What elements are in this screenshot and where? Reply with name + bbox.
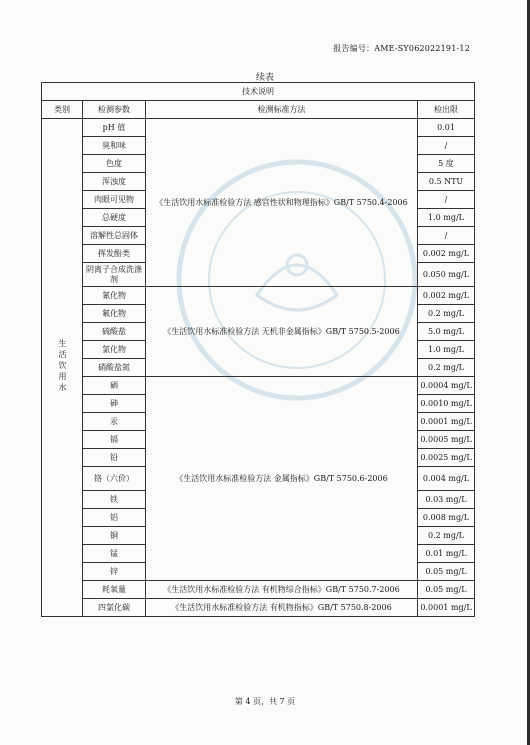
limit-cell: 5 度 (418, 155, 475, 173)
parameter-cell: 总硬度 (83, 209, 146, 227)
limit-cell: 1.0 mg/L (418, 341, 475, 359)
parameter-cell: 硝酸盐氮 (83, 359, 146, 377)
section-title: 技术说明 (42, 83, 475, 101)
limit-cell: / (418, 191, 475, 209)
parameter-cell: 氰化物 (83, 287, 146, 305)
limit-cell: 0.0010 mg/L (418, 395, 475, 413)
parameter-cell: 四氯化碳 (83, 599, 146, 617)
table-row (42, 581, 475, 599)
continuation-title: 续表 (255, 73, 274, 83)
limit-cell: 0.0001 mg/L (418, 413, 475, 431)
parameter-cell: 锌 (83, 563, 146, 581)
parameter-cell: 耗氧量 (83, 581, 146, 599)
parameter-cell: 铜 (83, 527, 146, 545)
limit-cell: 0.2 mg/L (418, 305, 475, 323)
parameter-cell: 阴离子合成洗涤剂 (83, 263, 146, 287)
method-cell: 《生活饮用水标准检验方法 无机非金属指标》GB/T 5750.5-2006 (146, 287, 418, 377)
limit-cell: 0.008 mg/L (418, 509, 475, 527)
parameter-cell: 臭和味 (83, 137, 146, 155)
parameter-cell: 铬（六价） (83, 467, 146, 491)
table-row (42, 287, 475, 305)
parameter-cell: 溶解性总固体 (83, 227, 146, 245)
parameter-cell: pH 值 (83, 119, 146, 137)
parameter-cell: 镉 (83, 431, 146, 449)
limit-cell: 0.01 mg/L (418, 545, 475, 563)
method-cell: 《生活饮用水标准检验方法 感官性状和物理指标》GB/T 5750.4-2006 (146, 119, 418, 287)
limit-cell: 0.0004 mg/L (418, 377, 475, 395)
limit-cell: 0.05 mg/L (418, 581, 475, 599)
method-cell: 《生活饮用水标准检验方法 金属指标》GB/T 5750.6-2006 (146, 377, 418, 581)
limit-cell: 0.01 (418, 119, 475, 137)
parameter-cell: 氯化物 (83, 341, 146, 359)
limit-cell: 0.050 mg/L (418, 263, 475, 287)
parameter-cell: 汞 (83, 413, 146, 431)
technical-spec-table (41, 82, 475, 617)
report-number: 报告编号：AME-SY062022191-12 (333, 44, 470, 53)
parameter-cell: 铁 (83, 491, 146, 509)
parameter-cell: 砷 (83, 395, 146, 413)
column-header-parameter: 检测参数 (83, 101, 146, 119)
column-header-limit: 检出限 (418, 101, 475, 119)
limit-cell: 0.05 mg/L (418, 563, 475, 581)
category-cell (42, 119, 83, 617)
method-cell: 《生活饮用水标准检验方法 有机物指标》GB/T 5750.8-2006 (146, 599, 418, 617)
parameter-cell: 氟化物 (83, 305, 146, 323)
parameter-cell: 铅 (83, 449, 146, 467)
limit-cell: 0.0001 mg/L (418, 599, 475, 617)
parameter-cell: 铝 (83, 509, 146, 527)
category-label: 生活饮用水 (58, 338, 67, 394)
parameter-cell: 硫酸盐 (83, 323, 146, 341)
limit-cell: 1.0 mg/L (418, 209, 475, 227)
column-header-method: 检测标准方法 (146, 101, 418, 119)
limit-cell: 0.5 NTU (418, 173, 475, 191)
table-row (42, 119, 475, 137)
limit-cell: 0.03 mg/L (418, 491, 475, 509)
table-row (42, 599, 475, 617)
limit-cell: 0.002 mg/L (418, 245, 475, 263)
limit-cell: 0.0025 mg/L (418, 449, 475, 467)
limit-cell: 0.0005 mg/L (418, 431, 475, 449)
parameter-cell: 色度 (83, 155, 146, 173)
method-cell: 《生活饮用水标准检验方法 有机物综合指标》GB/T 5750.7-2006 (146, 581, 418, 599)
limit-cell: 0.2 mg/L (418, 527, 475, 545)
parameter-cell: 挥发酚类 (83, 245, 146, 263)
table-row (42, 377, 475, 395)
limit-cell: 5.0 mg/L (418, 323, 475, 341)
limit-cell: 0.004 mg/L (418, 467, 475, 491)
parameter-cell: 锰 (83, 545, 146, 563)
parameter-cell: 硒 (83, 377, 146, 395)
limit-cell: / (418, 227, 475, 245)
column-header-category: 类别 (42, 101, 83, 119)
limit-cell: 0.002 mg/L (418, 287, 475, 305)
parameter-cell: 肉眼可见物 (83, 191, 146, 209)
limit-cell: 0.2 mg/L (418, 359, 475, 377)
parameter-cell: 浑浊度 (83, 173, 146, 191)
page-footer: 第 4 页，共 7 页 (234, 697, 296, 706)
limit-cell: / (418, 137, 475, 155)
